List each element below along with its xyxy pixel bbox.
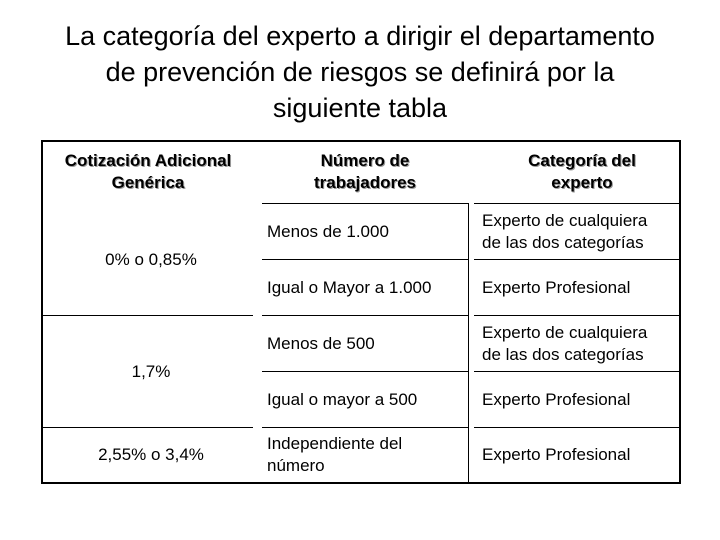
header-trabajadores xyxy=(262,142,468,202)
categoria-cell: Experto Profesional xyxy=(482,389,631,409)
header-trabajadores-line-1: Número de xyxy=(320,151,410,170)
categoria-line-2: de las dos categorías xyxy=(482,232,644,252)
trabajadores-cell: Menos de 500 xyxy=(267,333,375,353)
header-categoria-line-2: experto xyxy=(551,173,613,192)
title-line-3: siguiente tabla xyxy=(272,93,448,123)
slide-title xyxy=(30,18,690,126)
header-trabajadores-line-2: trabajadores xyxy=(313,173,417,192)
header-categoria-line-1: Categoría del xyxy=(528,151,636,170)
header-cotizacion xyxy=(43,142,253,202)
cotizacion-cell: 2,55% o 3,4% xyxy=(98,445,204,464)
categoria-line-1: Experto de cualquiera xyxy=(482,322,648,342)
header-cotizacion-line-1: Cotización Adicional xyxy=(64,151,232,170)
categoria-cell: Experto Profesional xyxy=(482,445,631,464)
trabajadores-cell: Menos de 1.000 xyxy=(267,221,389,241)
cotizacion-cell: 0% o 0,85% xyxy=(105,249,197,269)
categoria-cell xyxy=(482,316,680,371)
header-cotizacion-line-2: Genérica xyxy=(111,173,185,192)
title-line-2: de prevención de riesgos se definirá por la xyxy=(105,57,615,87)
header-categoria xyxy=(474,142,690,202)
trabajadores-line-1: Independiente del xyxy=(267,434,403,453)
categoria-cell xyxy=(482,204,680,259)
trabajadores-cell xyxy=(267,428,467,482)
title-line-1: La categoría del experto a dirigir el departamento xyxy=(65,21,655,51)
categoria-line-1: Experto de cualquiera xyxy=(482,210,648,230)
trabajadores-line-2: número xyxy=(267,456,325,475)
categoria-cell: Experto Profesional xyxy=(482,277,631,297)
categoria-line-2: de las dos categorías xyxy=(482,344,644,364)
trabajadores-cell: Igual o mayor a 500 xyxy=(267,389,418,409)
cotizacion-cell: 1,7% xyxy=(131,361,171,381)
trabajadores-cell: Igual o Mayor a 1.000 xyxy=(267,277,432,297)
column-divider xyxy=(468,203,469,483)
